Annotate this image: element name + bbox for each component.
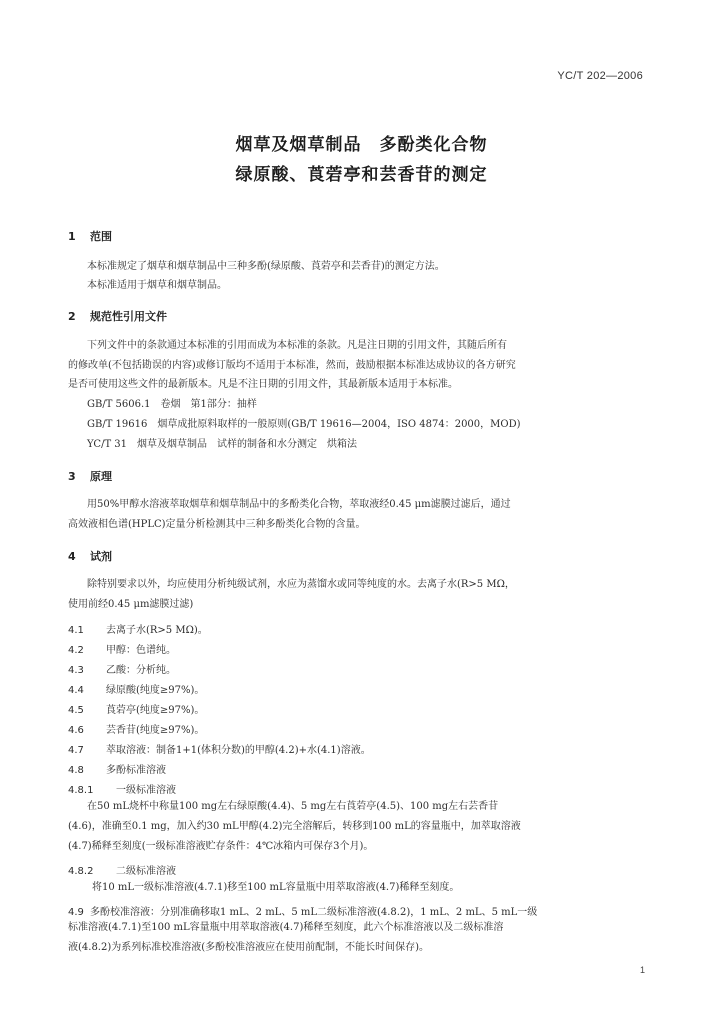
item-text: 绿原酸(纯度≥97%)。: [106, 685, 205, 696]
principle-line-1: 用50%甲醇水溶液萃取烟草和烟草制品中的多酚类化合物，萃取液经0.45 μm滤膜过滤后，通过: [87, 499, 511, 510]
reagent-item: [68, 641, 176, 656]
document-title-line-2: 绿原酸、莨菪亭和芸香苷的测定: [235, 165, 488, 185]
normative-intro-line-2: 的修改单(不包括勘误的内容)或修订版均不适用于本标准，然而，鼓励根据本标准达成协议的各方研究: [68, 360, 516, 371]
item-text: 莨菪亭(纯度≥97%)。: [106, 705, 205, 716]
section-title: 原理: [90, 470, 112, 483]
normative-intro-line-3: 是否可使用这些文件的最新版本。凡是不注日期的引用文件，其最新版本适用于本标准。: [68, 379, 458, 390]
section-number: 4: [68, 550, 76, 563]
page-number: 1: [639, 965, 645, 975]
item-text: 乙酸：分析纯。: [106, 665, 176, 676]
section-heading-reagents: [68, 548, 112, 564]
section-heading-scope: [68, 228, 112, 244]
item-number: 4.2: [68, 645, 84, 656]
primary-standard-line-3: (4.7)稀释至刻度(一级标准溶液贮存条件：4℃冰箱内可保存3个月)。: [68, 841, 374, 852]
item-number: 4.8.1: [68, 785, 94, 796]
item-text: 萃取溶液：制备1+1(体积分数)的甲醇(4.2)+水(4.1)溶液。: [106, 745, 371, 756]
standard-code: YC/T 202—2006: [557, 70, 643, 82]
normative-intro-line-1: 下列文件中的条款通过本标准的引用而成为本标准的条款。凡是注日期的引用文件，其随后所有: [87, 340, 507, 351]
scope-paragraph-2: 本标准适用于烟草和烟草制品。: [87, 280, 227, 291]
section-number: 3: [68, 470, 76, 483]
section-number: 1: [68, 230, 76, 243]
scope-paragraph-1: 本标准规定了烟草和烟草制品中三种多酚(绿原酸、莨菪亭和芸香苷)的测定方法。: [87, 261, 445, 272]
item-number: 4.7: [68, 745, 84, 756]
item-text: 多酚标准溶液: [106, 765, 166, 776]
item-text: 去离子水(R>5 MΩ)。: [106, 625, 208, 636]
reference-yct-31: YC/T 31 烟草及烟草制品 试样的制备和水分测定 烘箱法: [87, 439, 358, 450]
calibration-line-3: 液(4.8.2)为系列标准校准溶液(多酚校准溶液应在使用前配制，不能长时间保存)。: [68, 942, 430, 953]
item-text: 二级标准溶液: [116, 866, 176, 877]
item-text: 多酚校准溶液：分别准确移取1 mL、2 mL、5 mL二级标准溶液(4.8.2)，1 mL、2 mL、5 mL一级: [90, 907, 538, 918]
reagent-item: [68, 761, 166, 776]
calibration-line-2: 标准溶液(4.7.1)至100 mL容量瓶中用萃取溶液(4.7)稀释至刻度，此六个标准溶液以及二级标准溶: [68, 922, 504, 933]
principle-line-2: 高效液相色谱(HPLC)定量分析检测其中三种多酚类化合物的含量。: [68, 519, 366, 530]
item-number: 4.6: [68, 725, 84, 736]
reagent-item: [68, 621, 208, 636]
subsection-4-9: [68, 903, 537, 918]
section-number: 2: [68, 310, 76, 323]
reagents-intro-line-1: 除特别要求以外，均应使用分析纯级试剂，水应为蒸馏水或同等纯度的水。去离子水(R>5 MΩ，: [87, 579, 515, 590]
item-number: 4.5: [68, 705, 84, 716]
section-title: 范围: [90, 230, 112, 243]
item-number: 4.1: [68, 625, 84, 636]
item-number: 4.4: [68, 685, 84, 696]
document-title-line-1: 烟草及烟草制品 多酚类化合物: [235, 135, 488, 155]
item-number: 4.8.2: [68, 866, 94, 877]
reagent-item: [68, 721, 204, 736]
item-number: 4.8: [68, 765, 84, 776]
item-number: 4.3: [68, 665, 84, 676]
item-text: 一级标准溶液: [116, 785, 176, 796]
section-title: 规范性引用文件: [90, 310, 167, 323]
reagent-item: [68, 741, 371, 756]
reference-gbt-5606-1: GB/T 5606.1 卷烟 第1部分：抽样: [87, 399, 257, 410]
section-heading-normative-references: [68, 308, 167, 324]
reagent-item: [68, 661, 176, 676]
subsection-4-8-1: [68, 781, 176, 796]
reagent-item: [68, 681, 204, 696]
reference-gbt-19616: GB/T 19616 烟草成批原料取样的一般原则(GB/T 19616—2004，ISO 4874：2000，MOD): [87, 419, 521, 430]
reagents-intro-line-2: 使用前经0.45 μm滤膜过滤): [68, 599, 194, 610]
secondary-standard-line-1: 将10 mL一级标准溶液(4.7.1)移至100 mL容量瓶中用萃取溶液(4.7)稀释至刻度。: [92, 882, 460, 893]
item-number: 4.9: [68, 907, 84, 918]
subsection-4-8-2: [68, 862, 176, 877]
item-text: 芸香苷(纯度≥97%)。: [106, 725, 205, 736]
primary-standard-line-2: (4.6)，准确至0.1 mg，加入约30 mL甲醇(4.2)完全溶解后，转移到100 mL的容量瓶中，加萃取溶液: [68, 821, 521, 832]
item-text: 甲醇：色谱纯。: [106, 645, 176, 656]
section-title: 试剂: [90, 550, 112, 563]
section-heading-principle: [68, 468, 112, 484]
primary-standard-line-1: 在50 mL烧杯中称量100 mg左右绿原酸(4.4)、5 mg左右莨菪亭(4.5)、100 mg左右芸香苷: [87, 801, 499, 812]
reagent-item: [68, 701, 204, 716]
